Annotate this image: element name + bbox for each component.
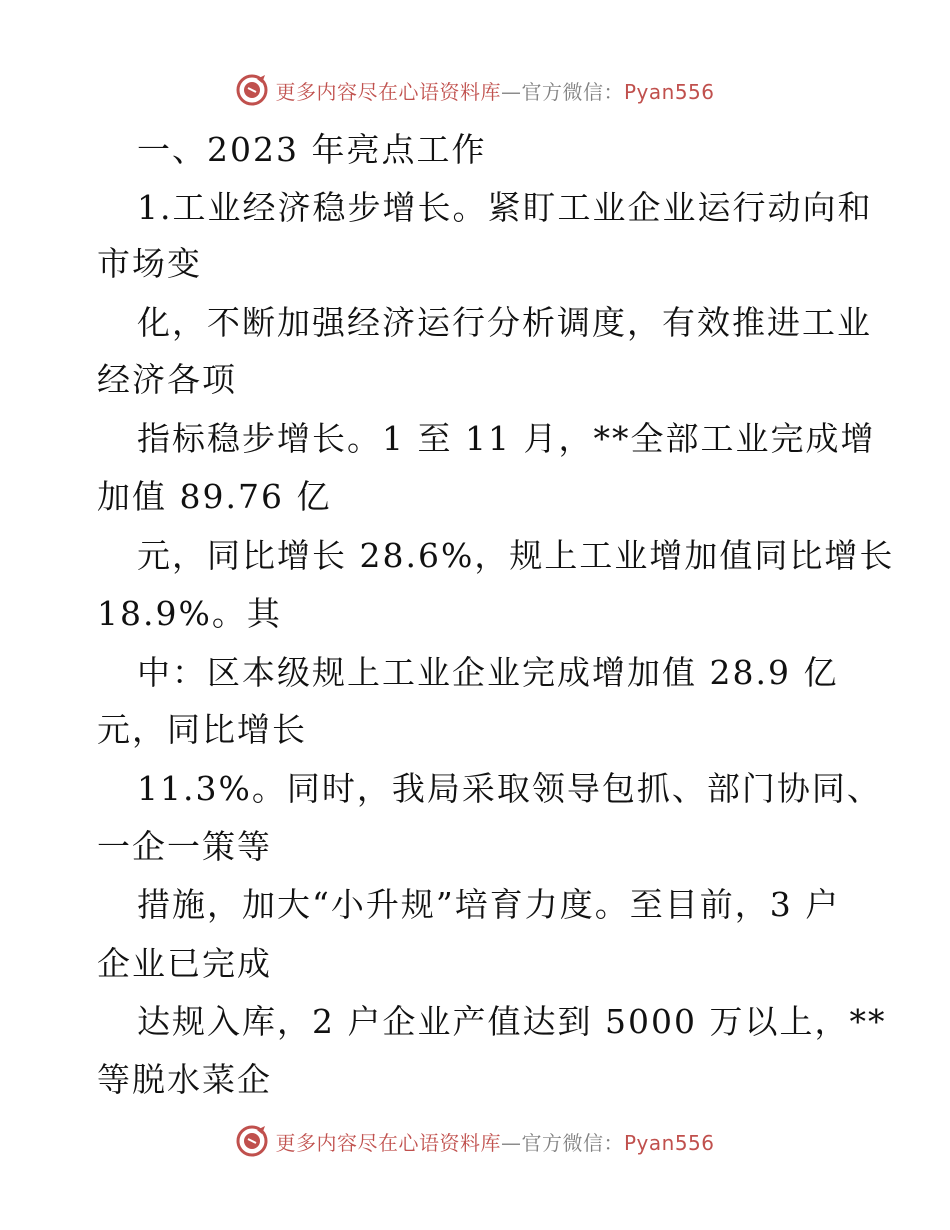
watermark-text: 更多内容尽在心语资料库—官方微信：Pyan556 <box>275 1130 715 1155</box>
paragraph-line: 企业已完成 <box>97 944 272 983</box>
paragraph-line: 加值 89.76 亿 <box>97 477 332 516</box>
paragraph-line: 达规入库，2 户企业产值达到 5000 万以上，** <box>137 1002 887 1041</box>
paragraph-line: 指标稳步增长。1 至 11 月，**全部工业完成增 <box>137 419 876 458</box>
paragraph-line: 18.9%。其 <box>97 594 282 633</box>
paragraph-line: 元，同比增长 28.6%，规上工业增加值同比增长 <box>137 536 895 575</box>
paragraph-line: 等脱水菜企 <box>97 1060 272 1099</box>
paragraph-line: 市场变 <box>97 244 202 283</box>
watermark-text: 更多内容尽在心语资料库—官方微信：Pyan556 <box>275 79 715 104</box>
paragraph-line: 措施，加大“小升规”培育力度。至目前，3 户 <box>137 885 841 924</box>
seal-pen-icon <box>235 73 269 107</box>
paragraph-line: 经济各项 <box>97 360 237 399</box>
paragraph-line: 元，同比增长 <box>97 710 307 749</box>
footer-watermark <box>0 1121 950 1161</box>
paragraph-line: 一企一策等 <box>97 827 272 866</box>
paragraph-line: 11.3%。同时，我局采取领导包抓、部门协同、 <box>137 769 882 808</box>
paragraph-line: 1.工业经济稳步增长。紧盯工业企业运行动向和 <box>137 188 873 227</box>
paragraph-line: 中：区本级规上工业企业完成增加值 28.9 亿 <box>137 653 839 692</box>
section-heading: 一、2023 年亮点工作 <box>137 130 487 169</box>
paragraph-line: 化，不断加强经济运行分析调度，有效推进工业 <box>137 303 872 342</box>
header-watermark <box>0 70 950 110</box>
seal-pen-icon <box>235 1124 269 1158</box>
